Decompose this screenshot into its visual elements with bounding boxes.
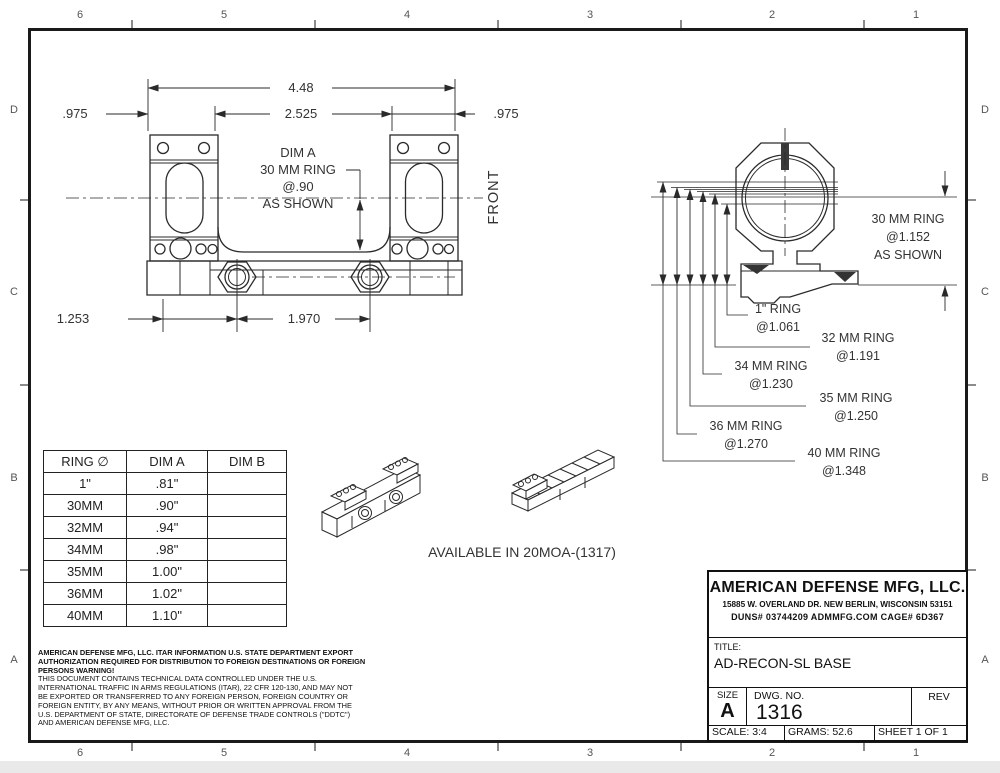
title-block-company-section (709, 572, 966, 638)
ring-height: @1.250 (834, 408, 878, 423)
cell: 1" (44, 473, 127, 495)
cell: .94" (127, 517, 208, 539)
dim-bolt-spacing: 1.970 (273, 312, 335, 326)
side-view-geometry (736, 128, 858, 303)
cell (208, 539, 287, 561)
ring-name: 32 MM RING (821, 331, 895, 345)
ring-height: @1.348 (822, 463, 866, 478)
zone-col-1-top: 1 (912, 9, 920, 21)
zone-row-c-right: C (981, 286, 989, 298)
ring-height: @1.270 (724, 436, 768, 451)
ring-name: 34 MM RING (734, 359, 808, 373)
availability-note: AVAILABLE IN 20MOA-(1317) (428, 544, 616, 560)
cell: 40MM (44, 605, 127, 627)
ring-name: 40 MM RING (807, 446, 881, 460)
col-header-ring: RING ∅ (44, 451, 127, 473)
dim-left-offset: .975 (44, 107, 106, 121)
rev-cell (912, 688, 966, 725)
dim-a-note-line4: AS SHOWN (262, 196, 334, 211)
grams-cell: GRAMS: 52.6 (785, 726, 875, 740)
isometric-view-right (512, 450, 614, 511)
cell: 1.02" (127, 583, 208, 605)
zone-col-2-bottom: 2 (768, 747, 776, 759)
title-block-footer (709, 726, 966, 740)
zone-col-5-top: 5 (220, 9, 228, 21)
ring-name: 35 MM RING (819, 391, 893, 405)
table-row (44, 495, 287, 517)
table-row (44, 605, 287, 627)
ring-callout-36mm (690, 418, 802, 453)
zone-col-6-top: 6 (76, 9, 84, 21)
rev-label: REV (928, 691, 950, 703)
itar-warning-block (38, 649, 418, 728)
dim-total-width: 4.48 (270, 81, 332, 95)
zone-col-4-bottom: 4 (403, 747, 411, 759)
cell: 34MM (44, 539, 127, 561)
dim-a-note-line3: @.90 (282, 179, 314, 194)
ring-name: 36 MM RING (709, 419, 783, 433)
zone-col-6-bottom: 6 (76, 747, 84, 759)
itar-body-line: FOREIGN ENTITY, BY ANY MEANS, WITHOUT PRIOR OR WRITTEN APPROVAL FROM THE (38, 700, 352, 710)
zone-row-a-right: A (981, 654, 989, 666)
itar-warning-line: PERSONS WARNING! (38, 665, 115, 675)
ring-height: @1.230 (749, 376, 793, 391)
cell: .90" (127, 495, 208, 517)
zone-col-1-bottom: 1 (912, 747, 920, 759)
as-shown-line1: 30 MM RING (871, 212, 945, 226)
cell: 30MM (44, 495, 127, 517)
table-header-row (44, 451, 287, 473)
itar-body-line: INTERNATIONAL TRAFFIC IN ARMS REGULATIONS (ITAR), 22 CFR 120-130, AND MAY NOT (38, 683, 353, 693)
title-label: TITLE: (714, 642, 742, 652)
cell (208, 517, 287, 539)
itar-warning-line: AUTHORIZATION REQUIRED FOR DISTRIBUTION TO FOREIGN DESTINATIONS OR FOREIGN (38, 656, 366, 666)
zone-row-c-left: C (10, 286, 18, 298)
zone-row-d-right: D (981, 104, 989, 116)
ring-callout-40mm (788, 445, 900, 480)
zone-col-3-top: 3 (586, 9, 594, 21)
table-row (44, 561, 287, 583)
cell (208, 583, 287, 605)
sheet-cell: SHEET 1 OF 1 (878, 726, 948, 738)
zone-row-d-left: D (10, 104, 18, 116)
ring-dimension-table (43, 450, 287, 627)
itar-body-line: BE EXPORTED OR TRANSFERRED TO ANY FOREIGN PERSON, FOREIGN COUNTRY OR (38, 691, 348, 701)
zone-col-5-bottom: 5 (220, 747, 228, 759)
ring-height: @1.061 (756, 319, 800, 334)
dim-right-offset: .975 (475, 107, 537, 121)
zone-col-2-top: 2 (768, 9, 776, 21)
isometric-view-left (322, 458, 420, 538)
cell: .81" (127, 473, 208, 495)
cell (208, 473, 287, 495)
ring-name: 1" RING (754, 302, 802, 316)
cell: 35MM (44, 561, 127, 583)
itar-body-line: AND AMERICAN DEFENSE MFG, LLC. (38, 718, 170, 728)
dim-a-note-line1: DIM A (280, 145, 316, 160)
title-block (707, 570, 968, 742)
col-header-dim-b: DIM B (208, 451, 287, 473)
window-bottom-strip (0, 761, 1000, 773)
cell: 32MM (44, 517, 127, 539)
dim-base-to-bolt: 1.253 (42, 312, 104, 326)
scale-cell: SCALE: 3:4 (709, 726, 785, 740)
size-cell (709, 688, 747, 725)
zone-col-3-bottom: 3 (586, 747, 594, 759)
table-row (44, 583, 287, 605)
dim-inner-width: 2.525 (270, 107, 332, 121)
dwg-label: DWG. NO. (754, 690, 805, 702)
dwg-number: 1316 (756, 701, 803, 724)
table-row (44, 517, 287, 539)
zone-row-b-right: B (981, 472, 989, 484)
drawing-title: AD-RECON-SL BASE (714, 655, 852, 671)
ring-height: @1.191 (836, 348, 880, 363)
table-row (44, 539, 287, 561)
zone-col-4-top: 4 (403, 9, 411, 21)
company-name: AMERICAN DEFENSE MFG, LLC. (709, 579, 966, 596)
as-shown-line2: @1.152 (886, 230, 930, 244)
title-block-number-section (709, 688, 966, 726)
ring-callout-35mm (800, 390, 912, 425)
cell (208, 605, 287, 627)
col-header-dim-a: DIM A (127, 451, 208, 473)
size-label: SIZE (716, 690, 739, 701)
itar-body-line: U.S. DEPARTMENT OF STATE, DIRECTORATE OF DEFENSE TRADE CONTROLS ("DDTC") (38, 709, 351, 719)
itar-warning-line: AMERICAN DEFENSE MFG, LLC. ITAR INFORMATION U.S. STATE DEPARTMENT EXPORT (38, 648, 354, 657)
cell (208, 561, 287, 583)
cell: 1.10" (127, 605, 208, 627)
ring-callout-34mm (715, 358, 827, 393)
cell (208, 495, 287, 517)
company-address: 15885 W. OVERLAND DR. NEW BERLIN, WISCONSIN 53151 (722, 600, 953, 609)
title-block-title-section (709, 638, 966, 688)
front-view-label: FRONT (486, 169, 502, 225)
company-ids: DUNS# 03744209 ADMMFG.COM CAGE# 6D367 (731, 612, 944, 622)
dim-a-note (243, 144, 353, 212)
cell: .98" (127, 539, 208, 561)
zone-row-a-left: A (10, 654, 18, 666)
itar-body-line: THIS DOCUMENT CONTAINS TECHNICAL DATA CONTROLLED UNDER THE U.S. (38, 674, 317, 684)
size-value: A (720, 700, 735, 722)
dim-a-note-line2: 30 MM RING (260, 162, 336, 177)
as-shown-note (853, 210, 963, 264)
cell: 1.00" (127, 561, 208, 583)
cell: 36MM (44, 583, 127, 605)
dwg-cell (747, 688, 912, 725)
as-shown-line3: AS SHOWN (873, 248, 943, 262)
table-row (44, 473, 287, 495)
zone-row-b-left: B (10, 472, 18, 484)
